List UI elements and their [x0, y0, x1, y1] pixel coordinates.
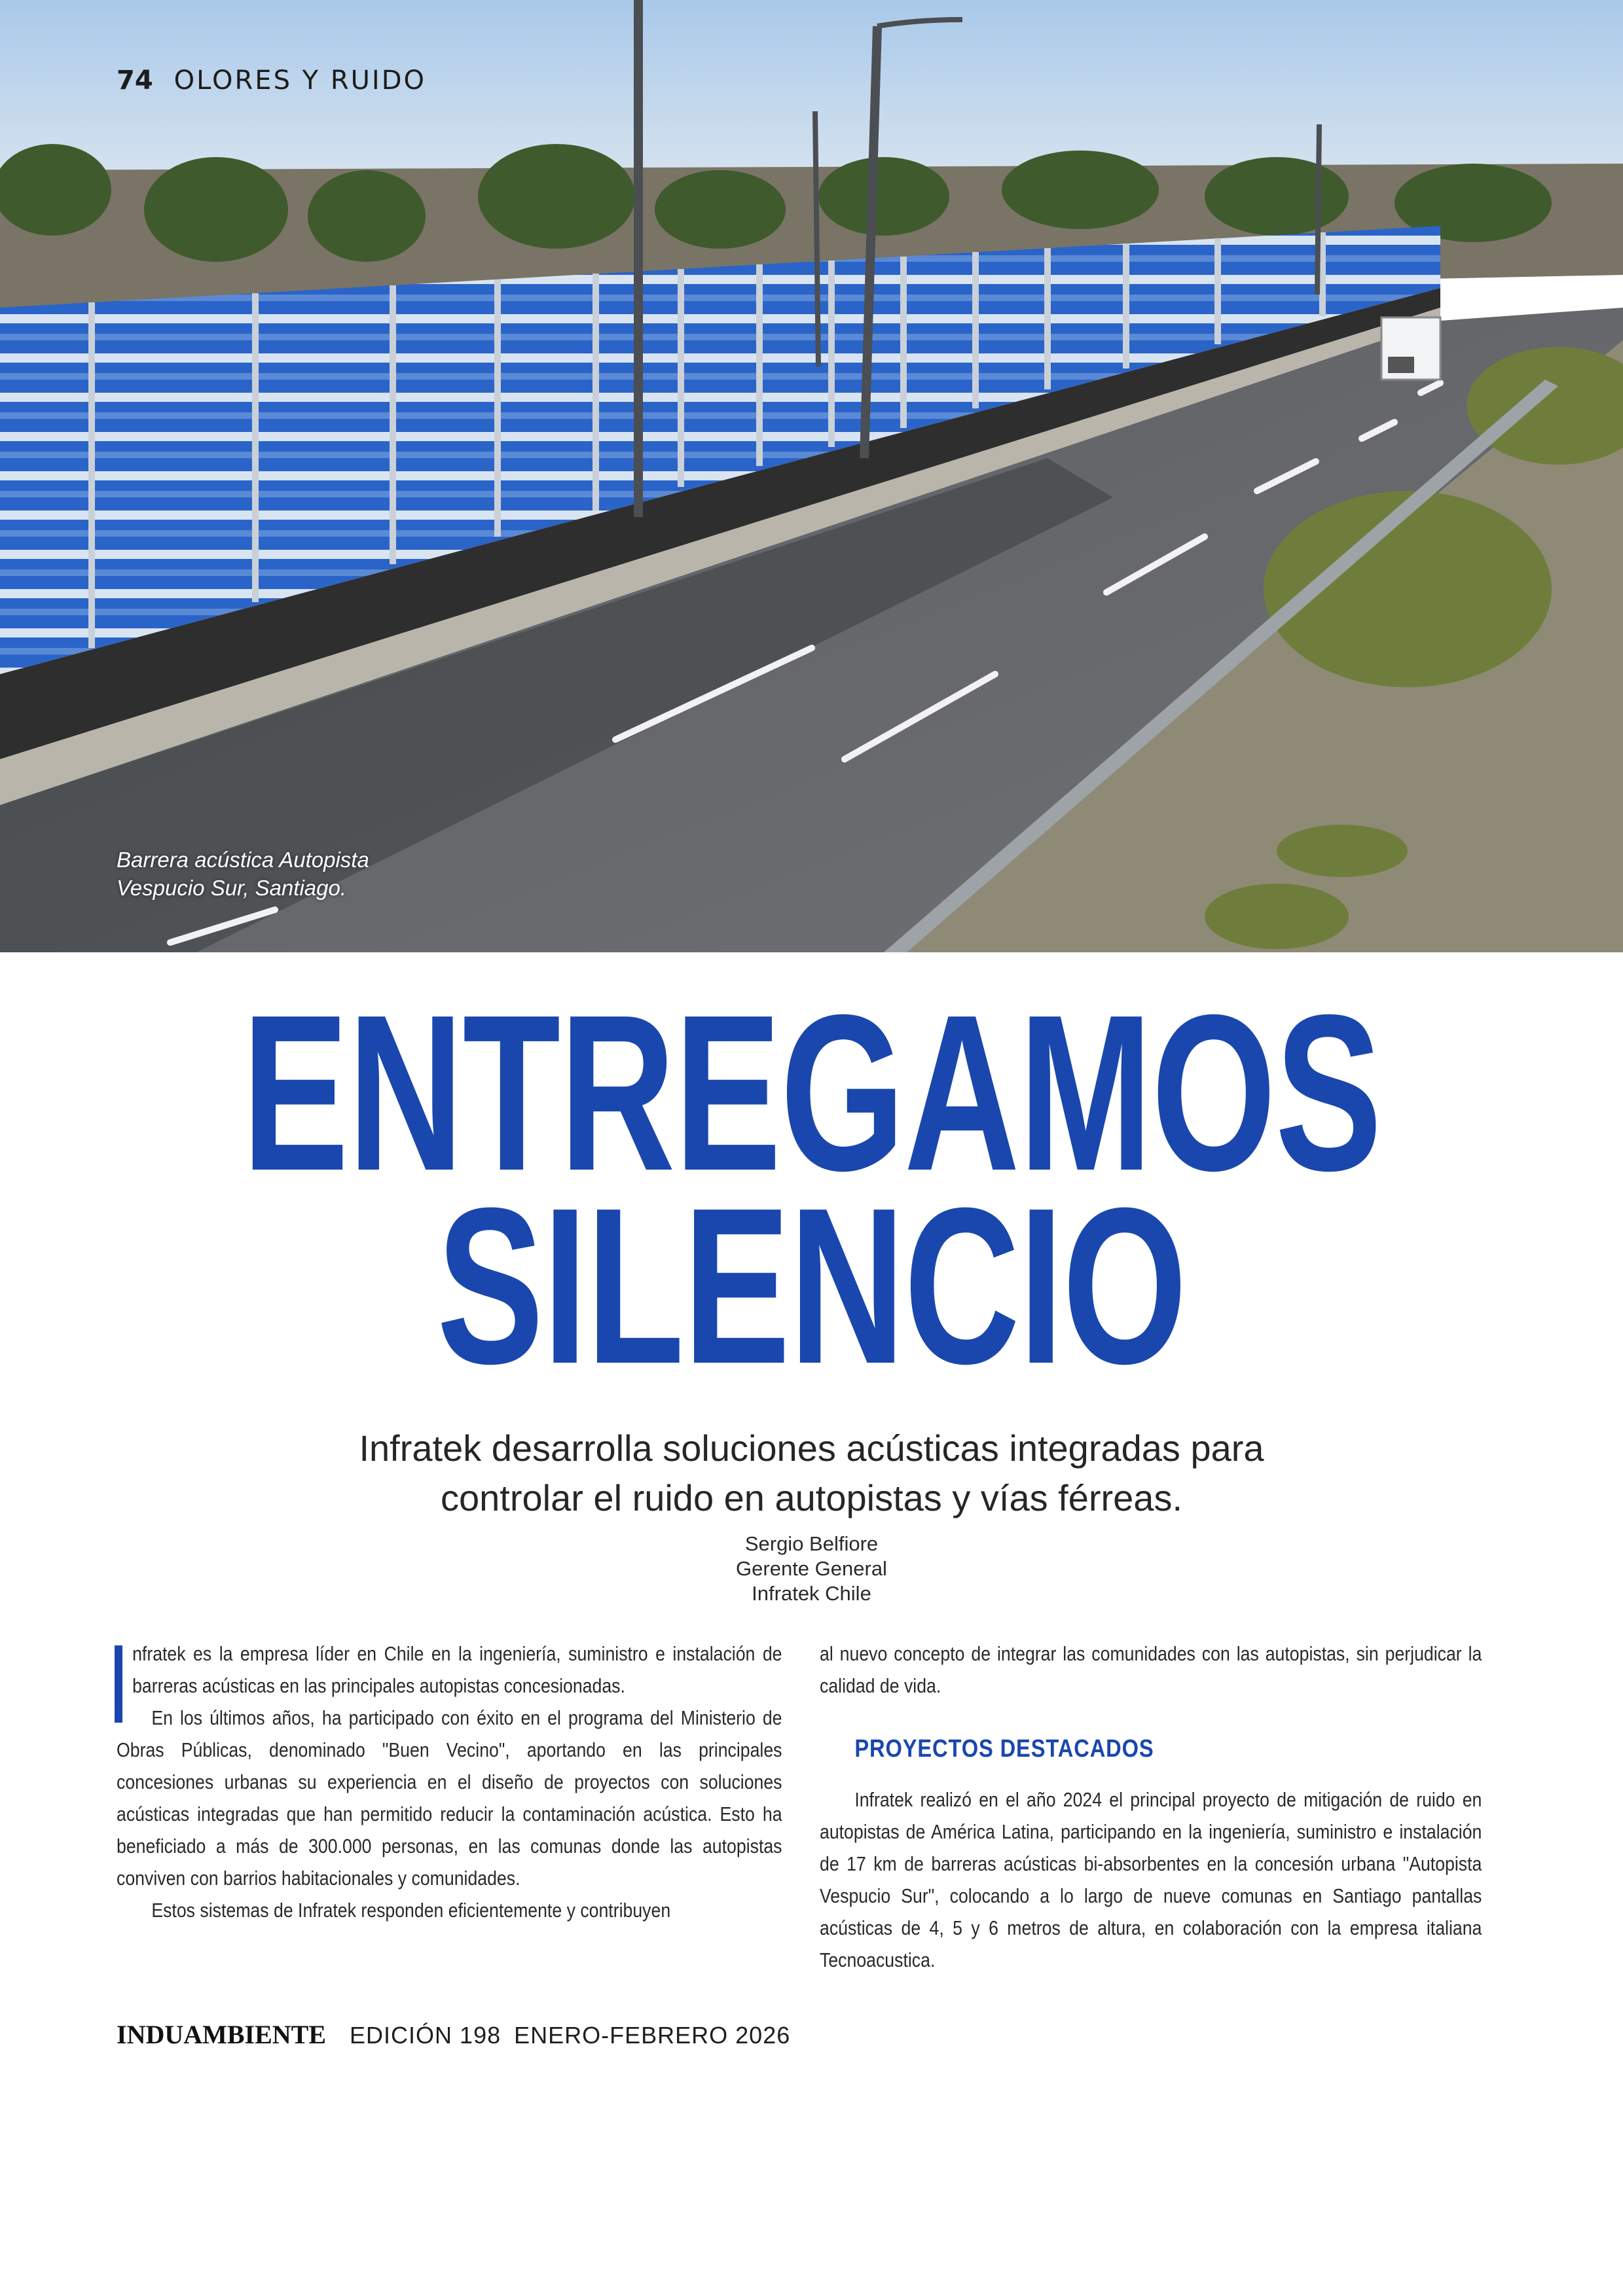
body-column-left — [117, 1638, 782, 1926]
photo-caption-line-2: Vespucio Sur, Santiago. — [117, 876, 347, 900]
body-paragraph: Estos sistemas de Infratek responden eficientemente y contribuyen — [151, 1899, 671, 1922]
author-company: Infratek Chile — [752, 1582, 871, 1605]
article-subtitle — [196, 1424, 1427, 1523]
section-label: OLORES Y RUIDO — [173, 65, 426, 96]
article-title-line-2: SILENCIO — [437, 1162, 1186, 1410]
edition-number: EDICIÓN 198 — [350, 2022, 501, 2049]
body-paragraph: al nuevo concepto de integrar las comunidades con las autopistas, sin perjudicar la calidad de vida. — [820, 1642, 1482, 1697]
page-footer — [117, 2019, 790, 2050]
page-header — [117, 65, 426, 96]
highway-noise-barrier-illustration — [0, 0, 1623, 952]
magazine-logo: INDUAMBIENTE — [117, 2020, 327, 2049]
section-heading: PROYECTOS DESTACADOS — [854, 1735, 1154, 1763]
body-column-right — [820, 1638, 1482, 1976]
photo-caption-line-1: Barrera acústica Autopista — [117, 848, 369, 872]
hero-photo — [0, 0, 1623, 952]
subtitle-line-1: Infratek desarrolla soluciones acústicas integradas para — [359, 1427, 1264, 1469]
article-title-line-1: ENTREGAMOS — [242, 969, 1381, 1217]
author-role: Gerente General — [736, 1557, 887, 1580]
body-paragraph: nfratek es la empresa líder en Chile en la ingeniería, suministro e instalación de barreras acústicas en las principales autopistas concesionadas. — [132, 1642, 782, 1697]
author-name: Sergio Belfiore — [744, 1532, 879, 1555]
body-paragraph: En los últimos años, ha participado con éxito en el programa del Ministerio de Obras Públicas, denominado "Buen Vecino", aportando en las principales concesiones urbanas su experiencia en el diseño de proyectos con soluciones acústicas integradas que han permitido reducir la contaminación acústica. Esto ha beneficiado a más de 300.000 personas, en las comunas donde las autopistas conviven con barrios habitacionales y comunidades. — [117, 1706, 782, 1890]
page-number: 74 — [117, 65, 153, 96]
subtitle-line-2: controlar el ruido en autopistas y vías férreas. — [440, 1477, 1182, 1518]
photo-caption — [117, 846, 457, 902]
body-paragraph: Infratek realizó en el año 2024 el principal proyecto de mitigación de ruido en autopistas de América Latina, participando en la ingeniería, suministro e instalación de 17 km de barreras acústicas bi-absorbentes en la concesión urbana "Autopista Vespucio Sur", colocando a lo largo de nueve comunas en Santiago pantallas acústicas de 4, 5 y 6 metros de altura, en colaboración con la empresa italiana Tecnoacustica. — [820, 1788, 1482, 1971]
author-block — [589, 1532, 1034, 1606]
edition-date: ENERO-FEBRERO 2026 — [514, 2022, 791, 2049]
